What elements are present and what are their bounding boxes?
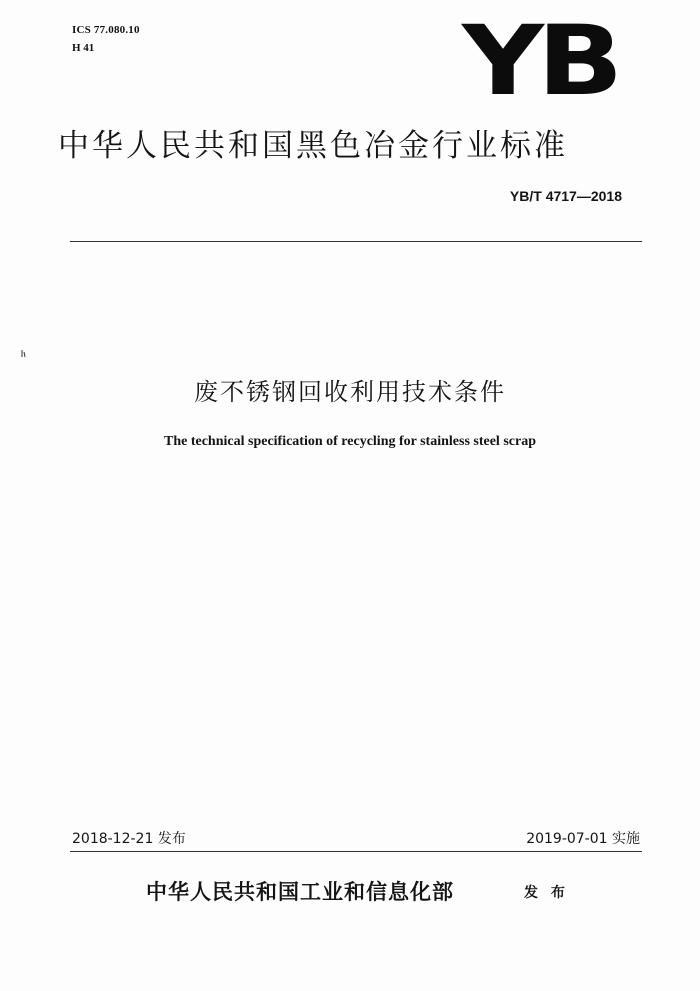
ccs-code: H 41 [72,42,95,54]
implementation-date: 2019-07-01 实施 [526,831,640,847]
ics-code: ICS 77.080.10 [72,24,140,36]
standard-code: YB/T 4717—2018 [509,188,622,204]
standard-category-title: 中华人民共和国黑色冶金行业标准 [58,128,568,164]
top-divider [70,241,642,242]
document-title-chinese: 废不锈钢回收利用技术条件 [194,378,506,406]
scan-mark [21,350,27,358]
yb-logo: YB [462,5,617,117]
bottom-divider [70,851,642,852]
issuing-authority: 中华人民共和国工业和信息化部 [146,880,454,904]
issuing-label: 发 布 [524,885,569,901]
document-title-english: The technical specification of recycling for stainless steel scrap [164,434,536,449]
issue-date: 2018-12-21 发布 [72,831,186,847]
